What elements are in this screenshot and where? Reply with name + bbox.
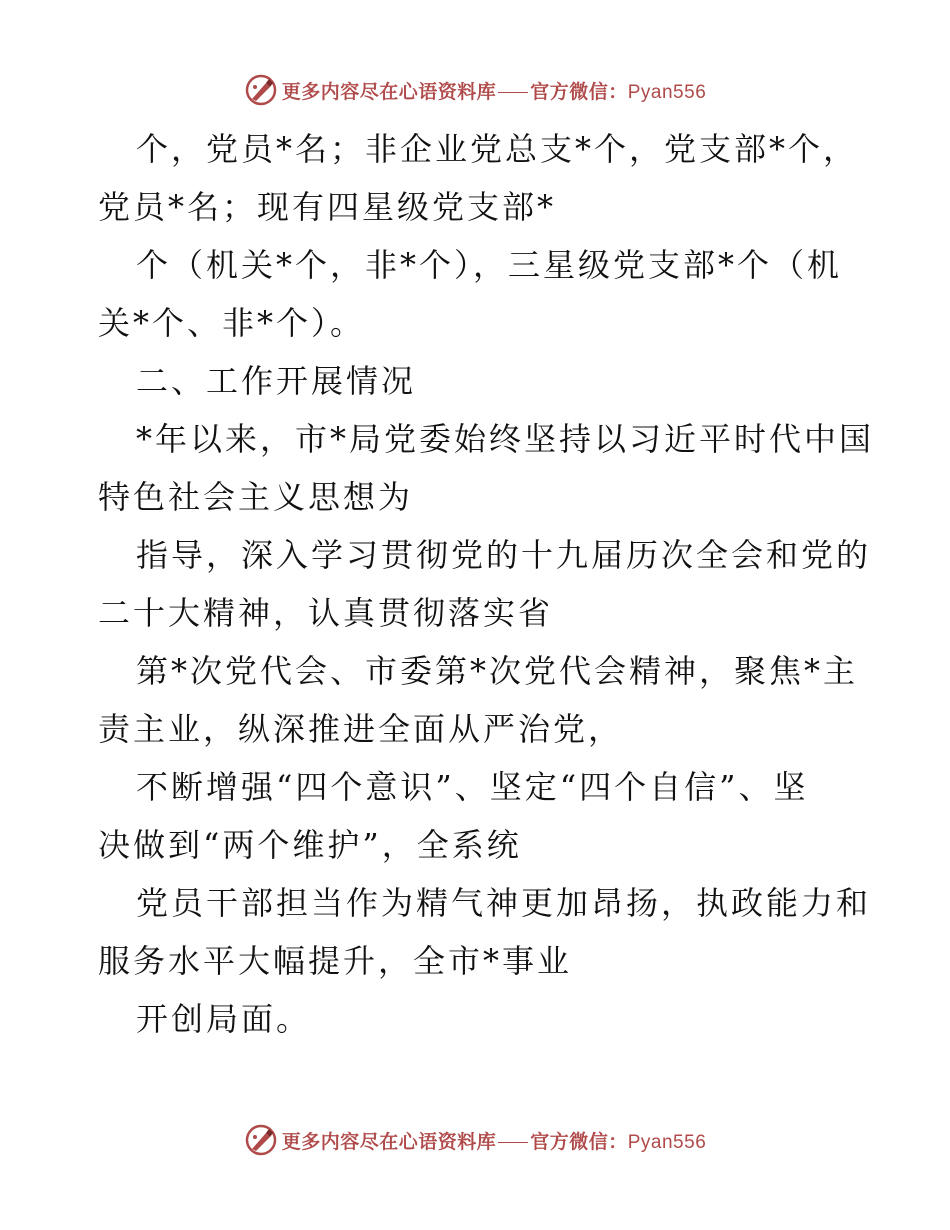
footer-watermark (0, 1120, 950, 1160)
watermark-prefix: 更多内容尽在心语资料库 (281, 80, 497, 103)
document-body (98, 120, 875, 1048)
watermark-brand: Pyan556 (627, 1131, 707, 1153)
section-heading: 二、工作开展情况 (136, 362, 417, 400)
text-line: 特色社会主义思想为 (98, 478, 414, 516)
pen-logo-icon (244, 73, 278, 107)
text-line: 个，党员*名；非企业党总支*个，党支部*个， (136, 130, 859, 168)
text-line: 决做到“两个维护”，全系统 (98, 826, 522, 864)
watermark-middle: 官方微信： (530, 1130, 628, 1153)
text-line: 开创局面。 (136, 1000, 312, 1038)
text-line: 二十大精神，认真贯彻落实省 (98, 594, 554, 632)
text-line: 责主业，纵深推进全面从严治党， (98, 710, 624, 748)
header-watermark (0, 70, 950, 110)
pen-logo-icon (244, 1123, 278, 1157)
text-line: 党员干部担当作为精气神更加昂扬，执政能力和 (136, 884, 872, 922)
text-line: *年以来，市*局党委始终坚持以习近平时代中国 (136, 420, 875, 458)
text-line: 关*个、非*个）。 (98, 304, 366, 342)
text-line: 服务水平大幅提升，全市*事业 (98, 942, 573, 980)
watermark-middle: 官方微信： (530, 80, 628, 103)
text-line: 个（机关*个，非*个），三星级党支部*个（机 (136, 246, 843, 284)
watermark-brand: Pyan556 (627, 81, 707, 103)
text-line: 指导，深入学习贯彻党的十九届历次全会和党的 (136, 536, 872, 574)
text-line: 第*次党代会、市委第*次党代会精神，聚焦*主 (136, 652, 859, 690)
text-line: 不断增强“四个意识”、坚定“四个自信”、坚 (136, 768, 809, 806)
watermark-prefix: 更多内容尽在心语资料库 (281, 1130, 497, 1153)
text-line: 党员*名；现有四星级党支部* (98, 188, 557, 226)
